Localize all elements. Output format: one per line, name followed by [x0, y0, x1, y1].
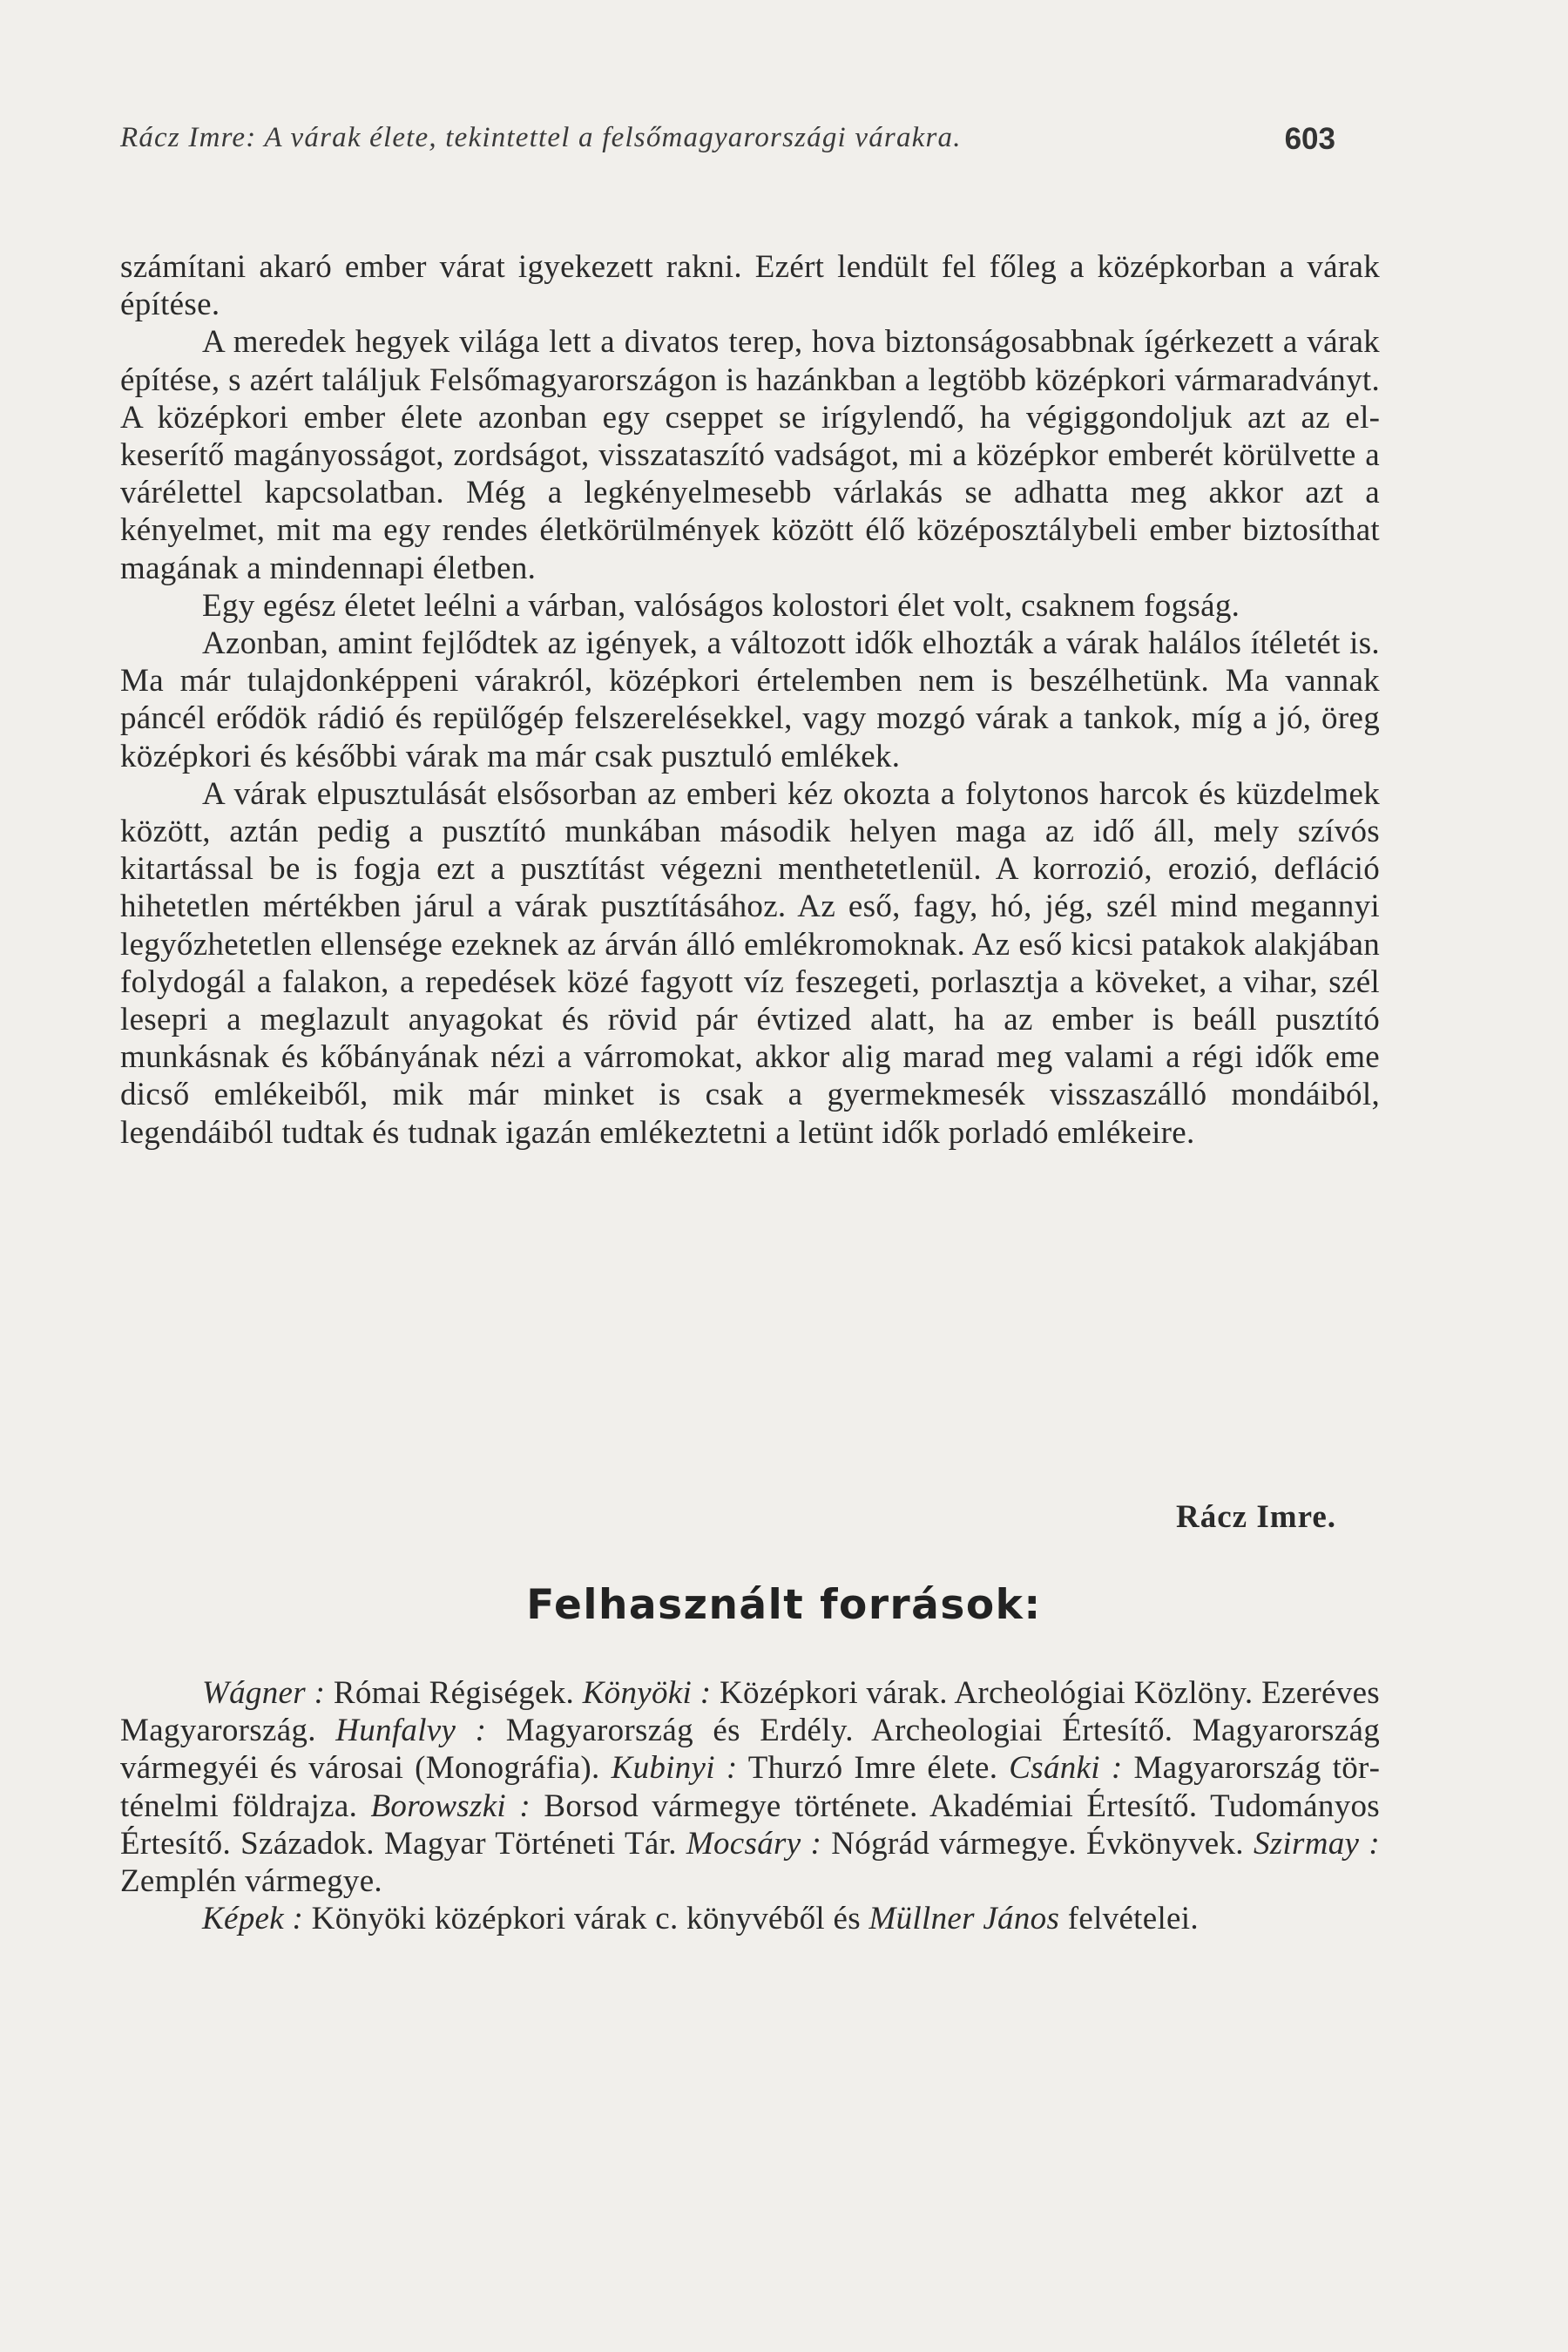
source-author: Szirmay :	[1253, 1825, 1380, 1862]
paragraph: Azonban, amint fejlődtek az igények, a változott idők elhozták a várak halálos ítéletét is. Ma már tulajdonképpeni várakról, középkori értelemben nem is beszélhetünk. Ma vannak páncél erődök rádió és repülőgép felszerelésekkel, vagy mozgó várak a tankok, míg a jó, öreg középkori és későbbi várak ma már csak pusztuló emlékek.	[120, 625, 1380, 774]
paragraph: A várak elpusztulását elsősorban az emberi kéz okozta a folytonos harcok és küzdelmek között, aztán pedig a pusztító munkában második helyen maga az idő áll, mely szívós kitartással be is fogja ezt a pusztítást végezni menthetetlenül. A korrozió, erozió, defláció hihetetlen mértékben járul a várak pusztításához. Az eső, fagy, hó, jég, szél mind megannyi legyőzhetetlen ellensége ezeknek az árván álló emlékromoknak. Az eső kicsi patakok alakjában folydogál a falakon, a repedések közé fagyott víz feszegeti, porlasztja a köveket, a vihar, szél lesepri a meglazult anyagokat és rövid pár évtized alatt, ha az ember is beáll pusztító munkásnak és kőbányának nézi a várromokat, akkor alig marad meg valami a régi idők eme dicső emlékeiből, mik már minket is csak a gyermekmesék visszaszálló mondáiból, legendáiból tudtak és tudnak igazán emlékeztetni a letünt idők porladó emlékeire.	[120, 775, 1380, 1151]
paragraph: számítani akaró ember várat igyekezett rakni. Ezért lendült fel főleg a középkorban a várak építése.	[120, 249, 1380, 323]
page-number: 603	[1284, 122, 1335, 156]
source-title: Könyöki középkori várak c. könyvéből és	[303, 1901, 869, 1937]
source-author: Wágner :	[202, 1675, 326, 1711]
source-title: Borsod vármegye története. Akadémiai Értesítő. Tudományos Értesítő. Századok. Magyar Történeti Tár.	[120, 1788, 1380, 1862]
source-title: Magyarország és Erdély. Archeologiai Értesítő. Magyarország vármegyéi és városai (Monográfia).	[120, 1713, 1380, 1787]
author-signature: Rácz Imre.	[1176, 1499, 1336, 1535]
source-author: Csánki :	[1009, 1750, 1123, 1787]
paragraph: A meredek hegyek világa lett a divatos terep, hova biztonságosabbnak ígérkezett a várak építése, s azért találjuk Felsőmagyarországon is hazánkban a legtöbb középkori vármaradványt. A középkori ember élete azonban egy cseppet se irígylendő, ha végiggondoljuk azt az elkeserítő magányosságot, zordságot, visszataszító vadságot, mi a középkor emberét körülvette a várélettel kapcsolatban. Még a legkényelmesebb várlakás se adhatta meg akkor azt a kényelmet, mit ma egy rendes életkörülmények között élő középosztálybeli ember biztosíthat magának a mindennapi életben.	[120, 324, 1380, 586]
source-author: Könyöki :	[582, 1675, 712, 1711]
source-author: Mocsáry :	[686, 1825, 822, 1862]
source-author: Képek :	[202, 1901, 304, 1937]
source-author: Kubinyi :	[611, 1750, 738, 1787]
paragraph: Egy egész életet leélni a várban, valóságos kolostori élet volt, csaknem fogság.	[202, 587, 1240, 624]
running-header	[120, 122, 1335, 164]
source-author: Müllner János	[868, 1901, 1060, 1937]
source-title: Középkori várak. Archeológiai Közlöny. Ezeréves Magyarország.	[120, 1675, 1381, 1749]
sources-list	[120, 1674, 1380, 1937]
sources-paragraph	[120, 1900, 1380, 1937]
source-title: Thurzó Imre élete.	[737, 1750, 1010, 1787]
source-title: Magyarország történelmi földrajza.	[120, 1750, 1380, 1824]
source-title: Római Régiségek.	[325, 1675, 583, 1711]
source-title: Zemplén vármegye.	[120, 1863, 382, 1900]
source-title: felvételei.	[1059, 1901, 1199, 1937]
source-title: Nógrád vármegye. Évkönyvek.	[821, 1825, 1254, 1862]
source-author: Borowszki :	[370, 1788, 531, 1824]
sources-paragraph	[120, 1674, 1380, 1900]
article-body	[120, 248, 1380, 1152]
running-title: Rácz Imre: A várak élete, tekintettel a felsőmagyarországi várakra.	[120, 122, 962, 153]
source-author: Hunfalvy :	[335, 1713, 487, 1749]
sources-heading: Felhasznált források:	[526, 1581, 1042, 1629]
